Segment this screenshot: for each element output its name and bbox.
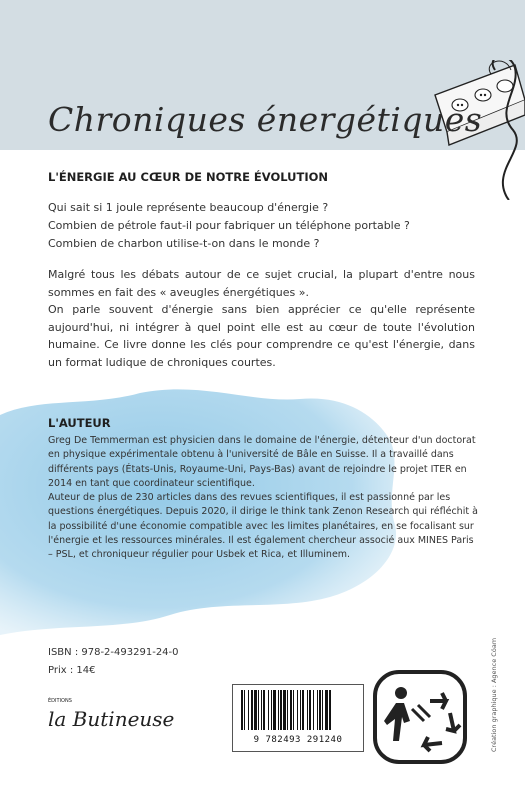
barcode-bar [268, 690, 269, 730]
barcode-bar [280, 690, 282, 730]
triman-recycling-icon [372, 669, 468, 765]
barcode-bar [313, 690, 314, 730]
author-heading: L'AUTEUR [48, 416, 111, 430]
barcode-bar [309, 690, 311, 730]
publisher-logo [46, 692, 176, 742]
barcode-bar [302, 690, 304, 730]
barcode-bar [283, 690, 286, 730]
barcode-number: 9 782493 291240 [253, 735, 343, 745]
isbn-text: ISBN : 978-2-493291-24-0 [48, 647, 179, 658]
barcode-bar [241, 690, 243, 730]
book-subtitle: L'ÉNERGIE AU CŒUR DE NOTRE ÉVOLUTION [48, 170, 329, 184]
question-line: Combien de charbon utilise-t-on dans le monde ? [48, 237, 320, 250]
barcode-bar [287, 690, 288, 730]
publisher-name: la Butineuse [48, 707, 175, 731]
barcode-bar [263, 690, 265, 730]
barcode-bar [271, 690, 272, 730]
blurb-text [48, 266, 475, 372]
author-bio [48, 434, 478, 563]
book-title: Chroniques énergétiques [48, 100, 483, 139]
publication-info [48, 644, 179, 680]
blurb-paragraph: On parle souvent d'énergie sans bien apprécier ce qu'elle représente aujourd'hui, ni intégrer à quel point elle est au cœur de toute l'évolution humaine. Ce livre donne les clés pour comprendre ce qu'est l'énergie, dans un format ludique de chroniques courtes. [48, 303, 475, 369]
barcode-bar [293, 690, 294, 730]
author-paragraph: Auteur de plus de 230 articles dans des revues scientifiques, il est passionné par les questions énergétiques. Depuis 2020, il dirige le think tank Zenon Research qui réfléchit à la possibilité d'une économie compatible avec les limites planétaires, en se focalisant sur l'énergie et les ressources minérales. Il est également chercheur associé aux MINES Paris – PSL, et chroniqueur régulier pour Usbek et Rica, et Illuminem. [48, 492, 478, 561]
barcode-bar [258, 690, 259, 730]
intro-questions [48, 199, 488, 253]
publisher-small-label: ÉDITIONS [48, 698, 72, 704]
barcode-bar [278, 690, 279, 730]
barcode-bar [273, 690, 276, 730]
barcode-bar [322, 690, 323, 730]
barcode-bars [233, 685, 363, 735]
barcode [232, 684, 364, 752]
graphic-design-credit: Création graphique : Agence Cóam [490, 637, 498, 752]
blurb-paragraph: Malgré tous les débats autour de ce sujet crucial, la plupart d'entre nous sommes en fait des « aveugles énergétiques ». [48, 268, 475, 299]
barcode-bar [290, 690, 292, 730]
barcode-bar [261, 690, 262, 730]
barcode-bar [325, 690, 328, 730]
barcode-bar [300, 690, 301, 730]
barcode-bar [319, 690, 321, 730]
barcode-bar [317, 690, 318, 730]
barcode-bar [297, 690, 298, 730]
author-paragraph: Greg De Temmerman est physicien dans le domaine de l'énergie, détenteur d'un doctorat en physique expérimentale obtenu à l'université de Bâle en Suisse. Il a travaillé dans différents pays (États-Unis, Royaume-Uni, Pays-Bas) avant de rejoindre le projet ITER en 2014 en tant que coordinateur scientifique. [48, 435, 476, 489]
price-text: Prix : 14€ [48, 665, 96, 676]
barcode-bar [254, 690, 257, 730]
barcode-bar [307, 690, 308, 730]
barcode-bar [248, 690, 249, 730]
question-line: Combien de pétrole faut-il pour fabriquer un téléphone portable ? [48, 219, 410, 232]
barcode-bar [329, 690, 331, 730]
barcode-bar [251, 690, 253, 730]
question-line: Qui sait si 1 joule représente beaucoup d'énergie ? [48, 201, 329, 214]
barcode-bar [244, 690, 245, 730]
